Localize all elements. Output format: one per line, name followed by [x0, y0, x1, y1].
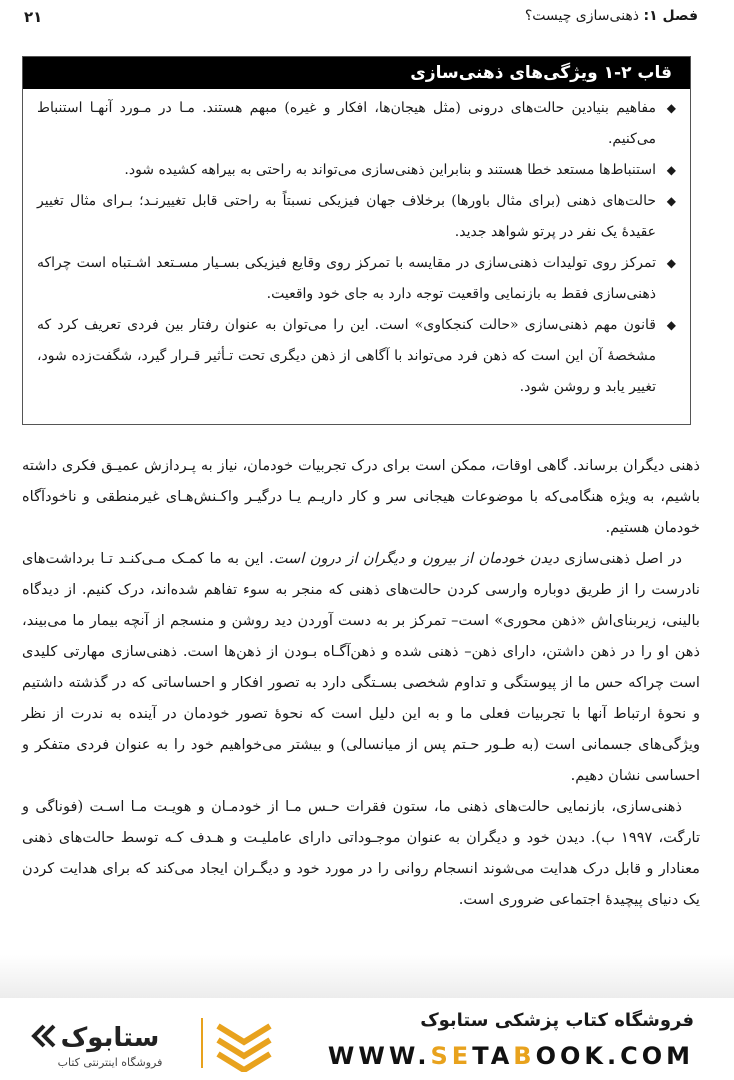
box-2-1	[22, 56, 691, 425]
box-list-item	[37, 248, 676, 310]
box-list-item	[37, 310, 676, 403]
box-item-text: قانون مهم ذهنی‌سازی «حالت کنجکاوی» است. این را می‌توان به عنوان رفتار بین فردی تعریف کرد که مشخصهٔ آن این است که ذهن فرد می‌تواند با آگاهی از ذهن دیگری تحت تـأثیر قـرار گیرد، شگفت‌زده شود، تغییر یابد و روشن شود.	[37, 317, 656, 395]
footer-banner	[0, 998, 734, 1080]
body-text	[22, 450, 700, 915]
box-item-text: مفاهیم بنیادین حالت‌های درونی (مثل هیجان‌ها، افکار و غیره) مبهم هستند. مـا در مـورد آنهـا استنباط می‌کنیم.	[37, 100, 656, 147]
diamond-bullet-icon: ◆	[666, 256, 676, 270]
website-highlight: B	[513, 1042, 536, 1070]
chapter-heading	[525, 8, 698, 24]
box-item-text: استنباط‌ها مستعد خطا هستند و بنابراین ذهنی‌سازی می‌تواند به راحتی به بیراهه کشیده شود.	[124, 162, 656, 178]
logo-tagline: فروشگاه اینترنتی کتاب	[57, 1056, 163, 1069]
store-name: فروشگاه کتاب پزشکی ستابوک	[420, 1010, 694, 1031]
box-list-item	[37, 155, 676, 186]
paragraph-2-start: در اصل ذهنی‌سازی	[558, 550, 682, 567]
box-title: قاب ۲-۱ ویژگی‌های ذهنی‌سازی	[23, 57, 690, 89]
website-link[interactable]	[328, 1042, 694, 1070]
paragraph-2-rest: . این به ما کمـک مـی‌کنـد تـا برداشت‌های نادرست را از طریق دوباره وارسی کردن حالت‌های ذهنی که منجر به سوء تفاهم شده‌اند، درک کنیم. از دیدگاه بالینی، زیربنای‌اش «ذهن محوری» است– تمرکز بر به دست آوردن دید روشن و منسجم از آنچه بیمار ما می‌بیند، ذهن او را در ذهن داشتن، دارای ذهن– ذهنی شده و ذهن‌آگـاه بـودن از ذهن‌ها است. ذهنی‌سازی مهارتی کلیدی است چراکه حس ما از پیوستگی و تداوم شخصی بسـتگی دارد به تصور افکار و احساساتی که در گذشته داشتیم و نحوهٔ ارتباط آنها با تجربیات فعلی ما و به این دلیل است که نحوهٔ تصور خودمان در آینده به ندرت از نظر ویژگی‌های جسمانی است (به طـور حـتم پس از میانسالی) و بیشتر می‌خواهیم خود را به عنوان فردی متفکر و احساسی نشان دهیم.	[22, 550, 700, 784]
box-list-item	[37, 186, 676, 248]
diamond-bullet-icon: ◆	[666, 163, 676, 177]
paragraph-2-emphasis: دیدن خودمان از بیرون و دیگران از درون است	[273, 550, 559, 567]
chapter-label: فصل ۱:	[643, 8, 698, 24]
website-part: WWW.	[327, 1042, 431, 1070]
paragraph-3: ذهنی‌سازی، بازنمایی حالت‌های ذهنی ما، ستون فقرات حـس مـا از خودمـان و هویـت مـا اسـت (فوناگی و تارگت، ۱۹۹۷ ب). دیدن خود و دیگران به عنوان موجـوداتی دارای عاملیـت و هـدف کـه توسط حالت‌های ذهنی معنادار و قابل درک هدایت می‌شوند انسجام روانی را در مورد خود و دیگـران ایجاد می‌کند که برای هدایت کردن یک دنیای پیچیدهٔ اجتماعی ضروری است.	[22, 798, 701, 908]
logo-left-arrows-icon	[34, 1026, 54, 1046]
chapter-title: ذهنی‌سازی چیست؟	[524, 8, 640, 24]
paragraph-2	[22, 543, 700, 791]
diamond-bullet-icon: ◆	[666, 194, 676, 208]
paragraph-1: ذهنی دیگران برساند. گاهی اوقات، ممکن است برای درک تجربیات خودمان، نیاز به پـردازش عمیـق فکری داشته باشیم، به ویژه هنگامی‌که با موضوعات هیجانی سر و کار داریـم یـا درگیـر واکـنش‌هـای غیرمنطقی و ناخودآگاه خودمان هستیم.	[22, 457, 700, 536]
website-part: TA	[472, 1042, 514, 1070]
logo-chevrons-icon	[218, 1026, 270, 1070]
page-header	[0, 0, 734, 40]
setabook-logo	[30, 1012, 290, 1072]
diamond-bullet-icon: ◆	[666, 318, 676, 332]
website-highlight: SE	[430, 1042, 473, 1070]
page-fade	[0, 955, 734, 999]
page-number: ۲۱	[24, 8, 43, 26]
box-item-text: حالت‌های ذهنی (برای مثال باورها) برخلاف جهان فیزیکی نسبتاً به راحتی قابل تغییرنـد؛ بـرای مثال تغییر عقیدهٔ یک نفر در پرتو شواهد جدید.	[37, 193, 656, 240]
box-item-text: تمرکز روی تولیدات ذهنی‌سازی در مقایسه با تمرکز روی وقایع فیزیکی بسـیار مسـتعد اشـتباه است چراکه ذهنی‌سازی فقط به بازنمایی واقعیت توجه دارد به جای خود واقعیت.	[37, 255, 656, 302]
box-list-item	[37, 93, 676, 155]
diamond-bullet-icon: ◆	[666, 101, 676, 115]
box-list	[23, 89, 690, 403]
logo-wordmark: ستابوک	[60, 1023, 160, 1053]
website-part: OOK.COM	[535, 1042, 694, 1070]
